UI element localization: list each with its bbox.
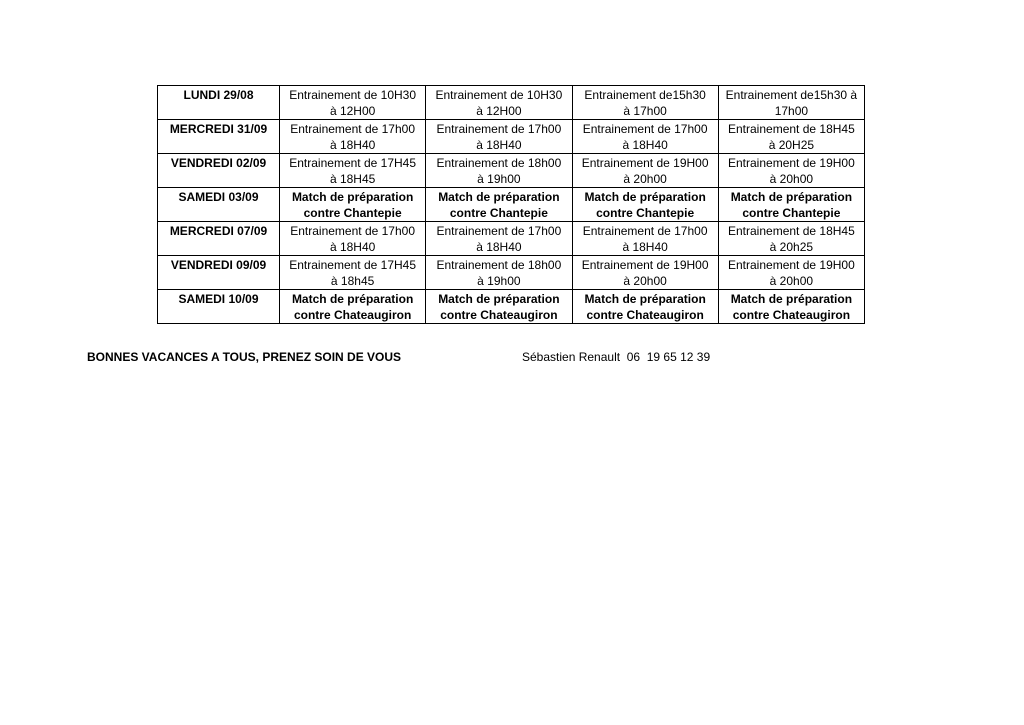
session-line: à 18H40 (622, 240, 668, 254)
session-cell (280, 120, 426, 154)
session-line: à 20H25 (768, 138, 815, 152)
table-row (158, 120, 865, 154)
session-cell (718, 120, 864, 154)
match-cell (280, 290, 426, 324)
table-row (158, 154, 865, 188)
session-line: Entrainement de 18H45 (728, 122, 855, 136)
session-line: à 20h00 (623, 274, 667, 288)
table-row (158, 86, 865, 120)
session-cell (426, 256, 572, 290)
match-cell (718, 188, 864, 222)
session-line: Entrainement de 18H45 (728, 224, 855, 238)
session-cell (426, 154, 572, 188)
session-line: Entrainement de 17H45 (289, 156, 416, 170)
session-line: 17h00 (774, 104, 809, 118)
session-line: Entrainement de15h30 (584, 88, 706, 102)
match-line: contre Chantepie (742, 206, 841, 220)
session-cell (280, 154, 426, 188)
match-line: Match de préparation (438, 292, 560, 306)
session-line: à 19h00 (477, 172, 521, 186)
session-line: à 12H00 (476, 104, 522, 118)
day-cell: VENDREDI 02/09 (158, 154, 280, 188)
session-line: à 20h25 (769, 240, 814, 254)
day-cell: SAMEDI 10/09 (158, 290, 280, 324)
session-cell (718, 86, 864, 120)
session-line: Entrainement de 18h00 (436, 156, 562, 170)
contact-info: Sébastien Renault 06 19 65 12 39 (522, 350, 711, 364)
session-line: Entrainement de 17h00 (290, 122, 415, 136)
session-line: à 19h00 (477, 274, 521, 288)
day-cell: MERCREDI 07/09 (158, 222, 280, 256)
session-line: à 18H45 (329, 172, 376, 186)
session-cell (280, 86, 426, 120)
session-line: à 18H40 (622, 138, 668, 152)
session-cell (280, 256, 426, 290)
match-cell (426, 290, 572, 324)
match-cell (280, 188, 426, 222)
match-line: contre Chateaugiron (586, 308, 704, 322)
session-line: Entrainement de 18h00 (436, 258, 562, 272)
session-line: à 18H40 (329, 138, 376, 152)
session-line: à 18H40 (329, 240, 376, 254)
match-line: Match de préparation (730, 292, 853, 306)
session-cell (280, 222, 426, 256)
match-line: contre Chateaugiron (293, 308, 412, 322)
session-line: à 20h00 (769, 274, 814, 288)
session-line: Entrainement de15h30 à (725, 88, 858, 102)
session-line: Entrainement de 10H30 (435, 88, 563, 102)
session-line: à 12H00 (329, 104, 376, 118)
match-cell (572, 188, 718, 222)
match-line: contre Chantepie (449, 206, 548, 220)
match-line: contre Chantepie (303, 206, 402, 220)
match-cell (426, 188, 572, 222)
session-cell (426, 120, 572, 154)
session-cell (572, 222, 718, 256)
session-cell (572, 120, 718, 154)
session-line: Entrainement de 19H00 (581, 156, 709, 170)
session-line: Entrainement de 17h00 (436, 122, 562, 136)
session-line: Entrainement de 17h00 (436, 224, 562, 238)
match-line: contre Chateaugiron (440, 308, 558, 322)
session-cell (718, 154, 864, 188)
session-cell (572, 256, 718, 290)
table-row (158, 222, 865, 256)
match-line: Match de préparation (584, 292, 706, 306)
match-line: Match de préparation (438, 190, 560, 204)
schedule-body (158, 86, 865, 324)
session-line: Entrainement de 17h00 (582, 122, 708, 136)
session-line: à 18h45 (330, 274, 375, 288)
match-line: contre Chateaugiron (732, 308, 851, 322)
session-cell (426, 86, 572, 120)
match-line: Match de préparation (291, 190, 414, 204)
session-line: à 17h00 (623, 104, 667, 118)
session-cell (572, 86, 718, 120)
match-cell (718, 290, 864, 324)
session-cell (572, 154, 718, 188)
table-row (158, 188, 865, 222)
session-line: à 18H40 (476, 240, 522, 254)
day-cell: SAMEDI 03/09 (158, 188, 280, 222)
session-cell (718, 256, 864, 290)
session-line: Entrainement de 10H30 (289, 88, 416, 102)
table-row (158, 290, 865, 324)
session-line: à 20h00 (623, 172, 667, 186)
day-cell: LUNDI 29/08 (158, 86, 280, 120)
match-line: Match de préparation (291, 292, 414, 306)
session-cell (718, 222, 864, 256)
session-line: Entrainement de 17h00 (290, 224, 415, 238)
session-line: à 20h00 (769, 172, 814, 186)
day-cell: VENDREDI 09/09 (158, 256, 280, 290)
session-line: Entrainement de 17h00 (582, 224, 708, 238)
table-row (158, 256, 865, 290)
farewell-message: BONNES VACANCES A TOUS, PRENEZ SOIN DE VOUS (87, 350, 402, 364)
day-cell: MERCREDI 31/09 (158, 120, 280, 154)
schedule-table (157, 85, 865, 324)
match-line: Match de préparation (584, 190, 706, 204)
session-line: Entrainement de 19H00 (728, 258, 855, 272)
match-line: contre Chantepie (596, 206, 695, 220)
session-line: Entrainement de 19H00 (728, 156, 855, 170)
match-line: Match de préparation (730, 190, 853, 204)
session-cell (426, 222, 572, 256)
match-cell (572, 290, 718, 324)
session-line: Entrainement de 19H00 (581, 258, 709, 272)
session-line: Entrainement de 17H45 (289, 258, 416, 272)
session-line: à 18H40 (476, 138, 522, 152)
